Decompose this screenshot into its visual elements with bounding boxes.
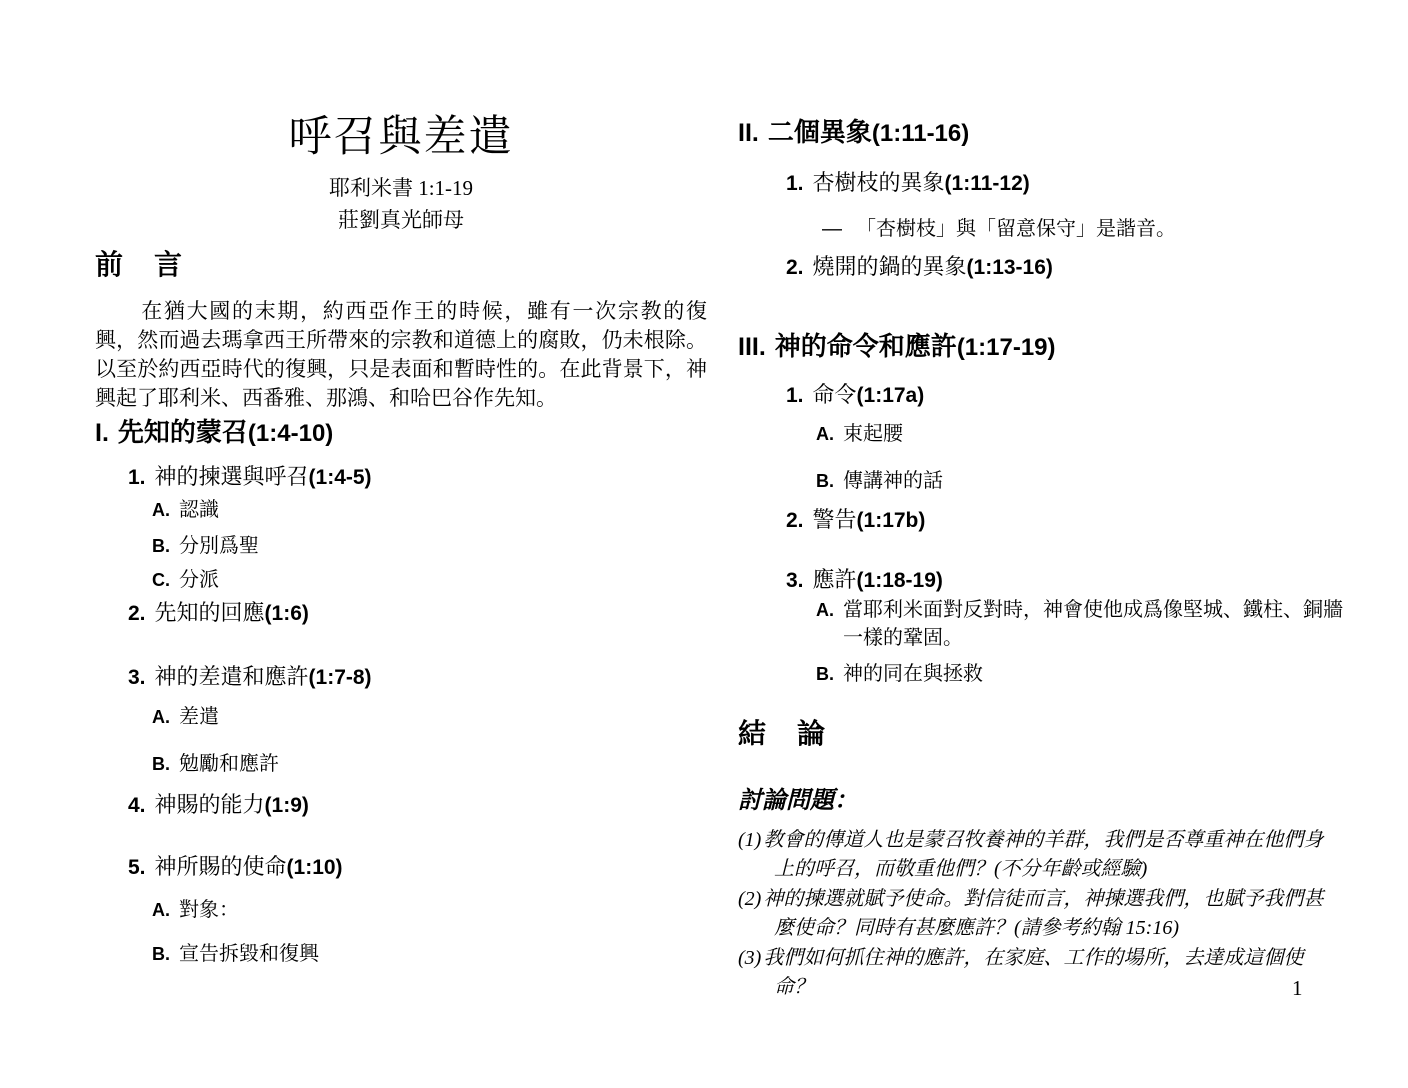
homophone-note [822,212,1342,241]
page-number: 1 [1292,976,1303,1000]
item-marker: 2. [786,509,804,532]
note-text: 「杏樹枝」與「留意保守」是諧音。 [856,218,1176,240]
dash-marker: — [822,218,842,240]
conclusion-heading: 結 論 [738,719,838,750]
outline-item [128,660,372,691]
item-text: 先知的回應 [154,600,265,625]
outline-subitem [152,566,219,594]
item-marker: B. [152,944,170,964]
outline-item [786,378,924,409]
item-ref: (1:17b) [856,509,926,532]
item-marker: 4. [128,794,146,817]
item-text: 燒開的鍋的異象 [812,254,967,279]
item-text: 宣告拆毀和復興 [179,943,319,965]
outline-subitem [152,940,319,968]
outline-item [128,596,309,627]
outline-item [786,503,925,534]
section-1-title: 先知的蒙召 [117,418,248,447]
discussion-questions [738,826,1330,1003]
item-marker: 2. [128,602,146,625]
item-text: 命令 [812,382,857,407]
section-2-ref: (1:11-16) [871,120,970,147]
item-ref: (1:9) [264,794,309,817]
outline-item [786,166,1030,197]
item-text: 對象： [179,899,239,921]
section-3-ref: (1:17-19) [956,334,1056,361]
section-2-marker: II. [738,119,759,147]
item-text: 分派 [179,569,219,591]
section-3-heading [738,326,1056,363]
item-marker: 3. [786,569,804,592]
section-2-title: 二個異象 [767,118,872,147]
section-1-marker: I. [95,419,109,447]
outline-subitem [152,750,279,778]
item-text: 杏樹枝的異象 [812,170,945,195]
item-marker: A. [152,900,170,920]
question-marker: (1) [738,829,762,851]
item-marker: A. [152,500,170,520]
item-text: 當耶利米面對反對時，神會使他成爲像堅城、鐵柱、銅牆一樣的鞏固。 [843,599,1343,649]
item-marker: 3. [128,666,146,689]
item-text: 差遣 [179,706,219,728]
question-text: 教會的傳道人也是蒙召牧養神的羊群，我們是否尊重神在他們身上的呼召，而敬重他們？(不分年齡或經驗) [763,829,1324,880]
item-text: 神的差遣和應許 [154,664,309,689]
item-marker: 1. [786,172,804,195]
question-text: 神的揀選就賦予使命。對信徒而言，神揀選我們，也賦予我們甚麼使命？同時有甚麼應許？(請參考約翰 15:16) [763,888,1324,939]
question-marker: (2) [738,888,762,910]
item-marker: B. [152,754,170,774]
document-title: 呼召與差遣 [288,114,514,161]
question-2 [738,885,1330,943]
outline-subitem [152,896,239,924]
item-ref: (1:11-12) [944,172,1030,195]
item-marker: 5. [128,856,146,879]
item-ref: (1:7-8) [308,666,372,689]
item-text: 神的同在與拯救 [843,663,983,685]
item-ref: (1:18-19) [856,569,943,592]
item-marker: A. [816,424,834,444]
item-text: 應許 [812,567,857,592]
outline-item [128,460,372,491]
outline-subitem [816,596,1364,652]
section-2-heading [738,112,969,149]
item-ref: (1:6) [264,602,309,625]
item-marker: 2. [786,256,804,279]
intro-heading: 前 言 [95,250,195,281]
item-ref: (1:13-16) [966,256,1053,279]
item-text: 神所賜的使命 [154,854,287,879]
section-1-ref: (1:4-10) [247,420,334,447]
item-marker: B. [816,664,834,684]
question-3 [738,944,1330,1002]
outline-subitem [816,420,903,448]
item-text: 分別爲聖 [179,535,259,557]
item-marker: B. [816,471,834,491]
item-marker: 1. [786,384,804,407]
item-text: 勉勵和應許 [179,753,279,775]
item-marker: 1. [128,466,146,489]
outline-item [786,563,943,594]
scripture-reference: 耶利米書 1:1-19 [328,176,474,200]
outline-subitem [152,496,219,524]
question-1 [738,826,1330,884]
outline-item [786,250,1053,281]
outline-item [128,788,309,819]
question-text: 我們如何抓住神的應許，在家庭、工作的場所，去達成這個使命？ [763,947,1304,998]
item-text: 神賜的能力 [154,792,265,817]
outline-subitem [816,467,943,495]
item-marker: C. [152,570,170,590]
section-3-marker: III. [738,333,766,361]
outline-subitem [816,660,983,688]
item-ref: (1:10) [286,856,343,879]
section-1-heading [95,412,333,449]
item-marker: A. [816,600,834,620]
section-3-title: 神的命令和應許 [774,332,957,361]
author-name: 莊劉真光師母 [338,208,464,232]
item-text: 束起腰 [843,423,903,445]
outline-item [128,850,343,881]
intro-paragraph: 在猶大國的末期，約西亞作王的時候，雖有一次宗教的復興，然而過去瑪拿西王所帶來的宗教和道德上的腐敗，仍未根除。以至於約西亞時代的復興，只是表面和暫時性的。在此背景下，神興起了耶利米、西番雅、那鴻、和哈巴谷作先知。 [95,299,707,410]
item-text: 警告 [812,507,857,532]
outline-subitem [152,703,219,731]
item-marker: A. [152,707,170,727]
item-ref: (1:17a) [856,384,925,407]
item-text: 傳講神的話 [843,470,943,492]
item-text: 認識 [179,499,219,521]
item-marker: B. [152,536,170,556]
item-text: 神的揀選與呼召 [154,464,309,489]
outline-subitem [152,532,259,560]
question-marker: (3) [738,947,762,969]
item-ref: (1:4-5) [308,466,372,489]
discussion-heading: 討論問題： [738,788,858,814]
